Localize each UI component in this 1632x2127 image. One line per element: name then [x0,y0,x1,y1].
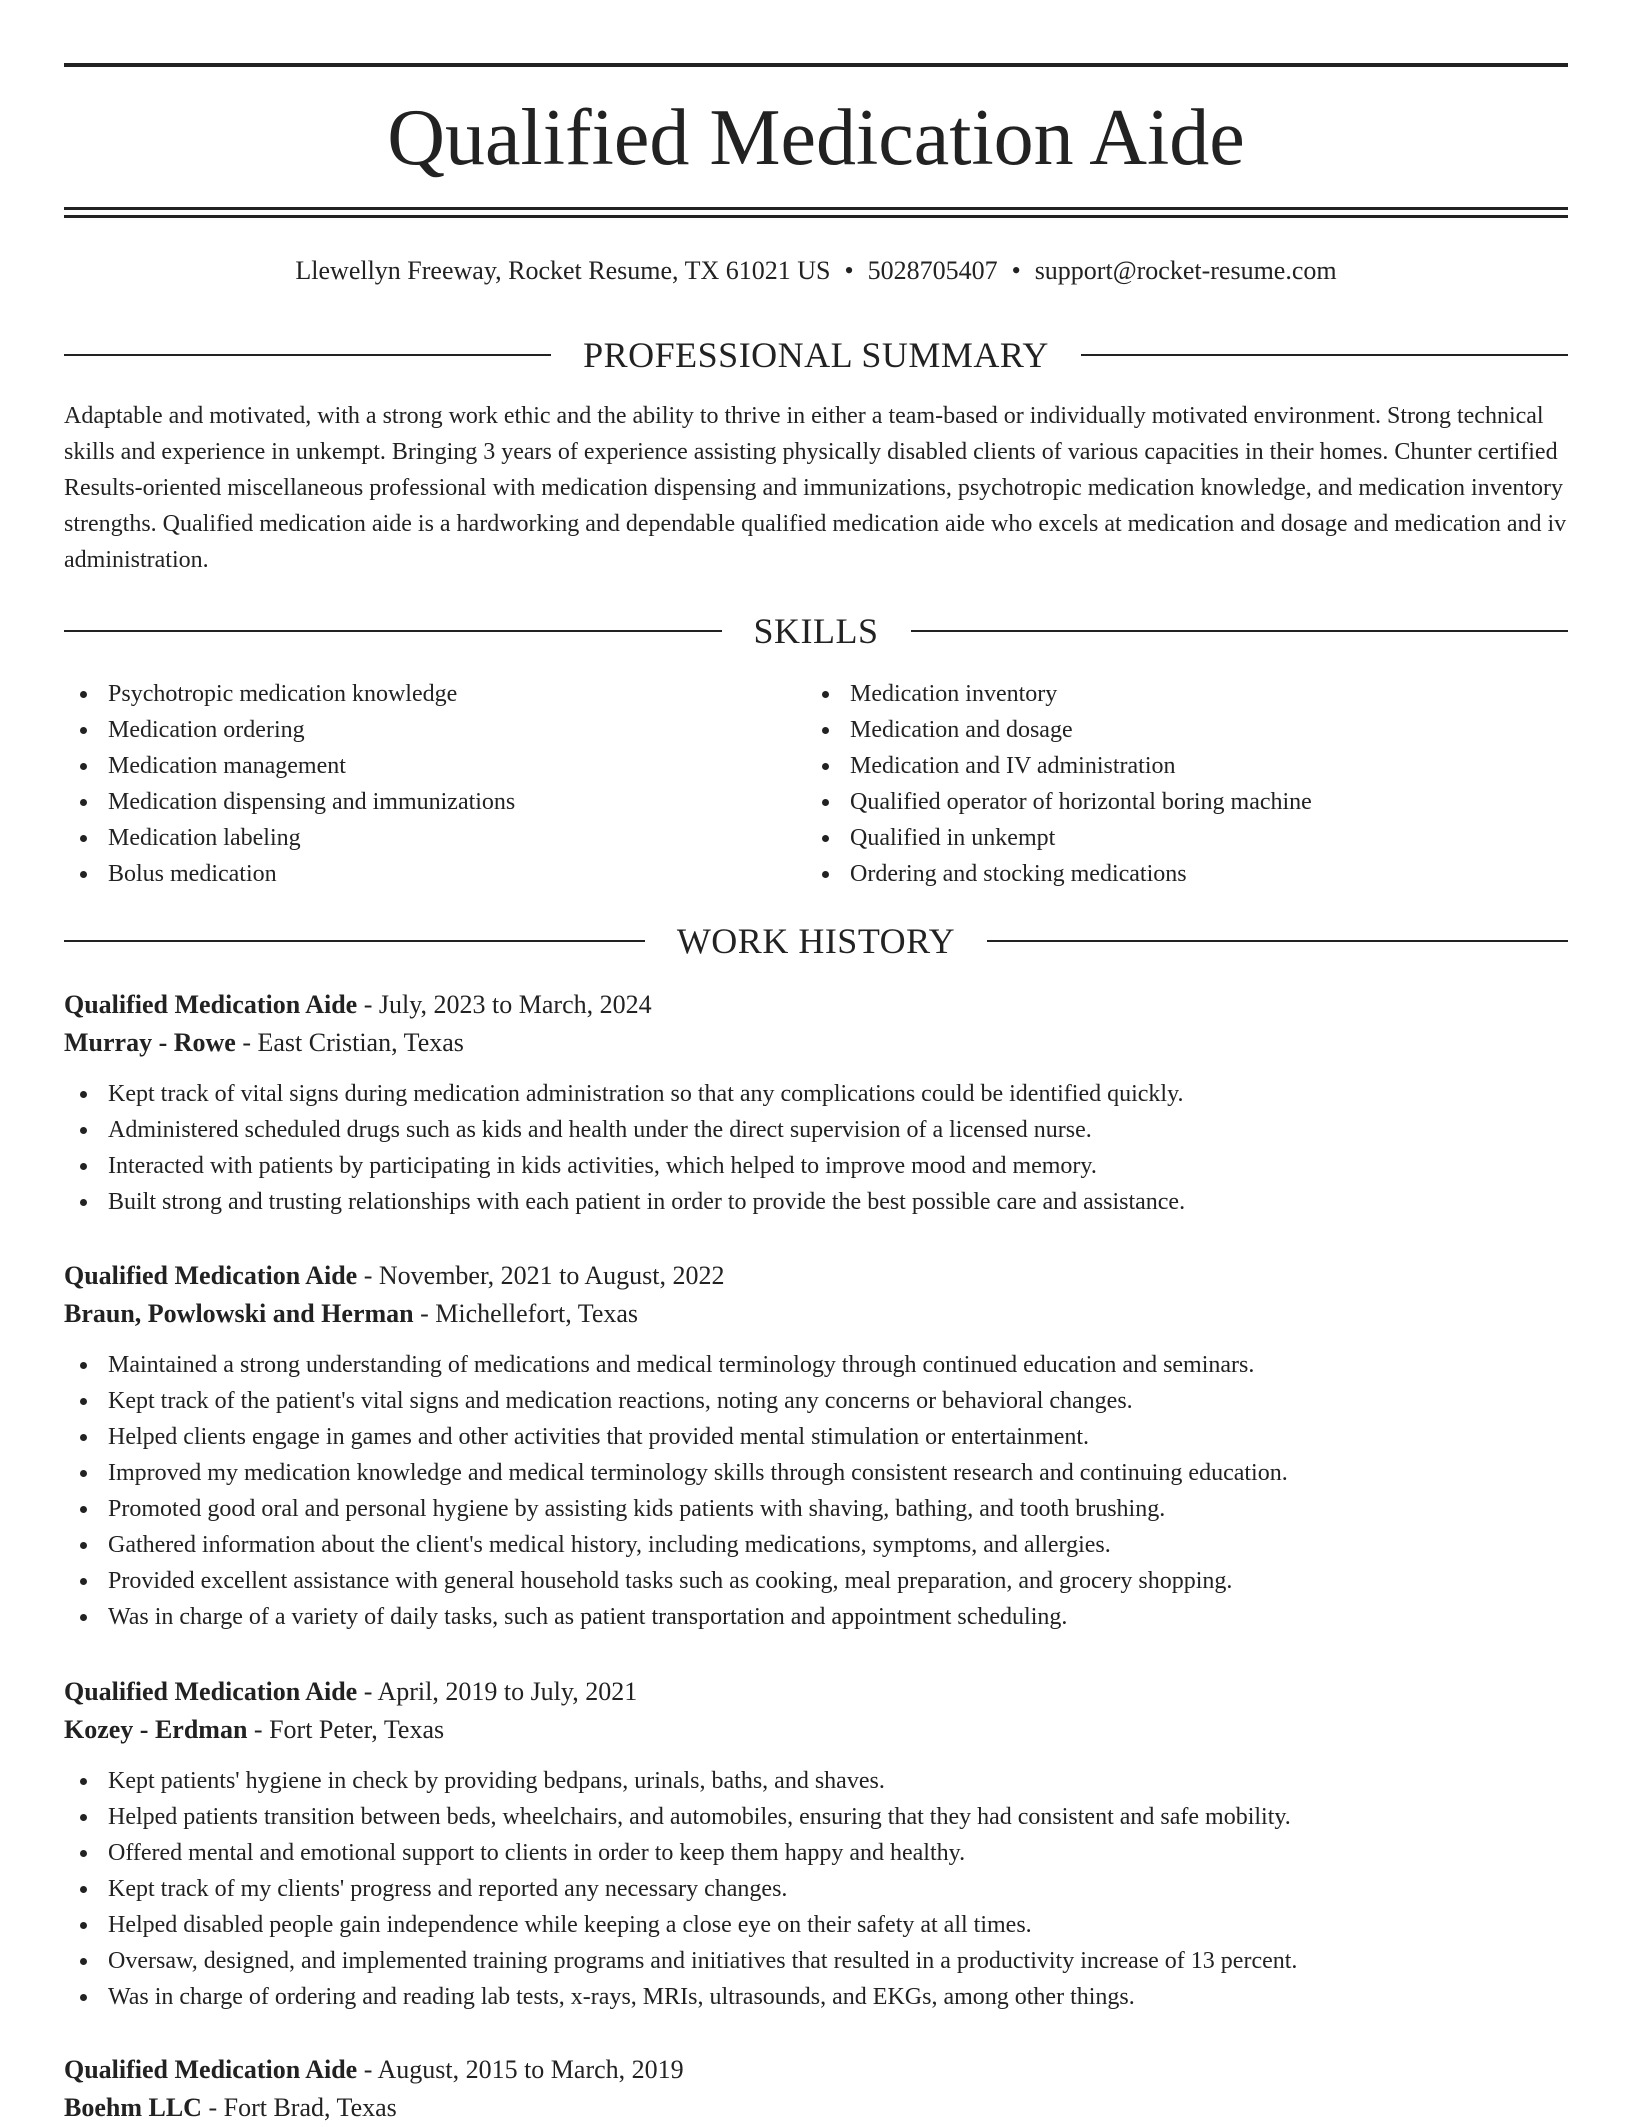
section-heading-summary [64,333,1568,377]
job-company-line [64,1295,1568,1333]
job-duty-item: Was in charge of a variety of daily tasks, such as patient transportation and appointment scheduling. [64,1599,1568,1635]
job-duty-item: Maintained a strong understanding of medications and medical terminology through continued education and seminars. [64,1347,1568,1383]
job-company-line [64,1024,1568,1062]
contact-line [64,254,1568,288]
skill-item: Medication ordering [64,712,806,748]
job-company: Braun, Powlowski and Herman [64,1299,414,1328]
job-title: Qualified Medication Aide [64,1677,358,1706]
job-duty-item: Promoted good oral and personal hygiene by assisting kids patients with shaving, bathing, and tooth brushing. [64,1491,1568,1527]
job-title: Qualified Medication Aide [64,990,358,1019]
job-duty-item: Gathered information about the client's medical history, including medications, symptoms, and allergies. [64,1527,1568,1563]
contact-address: Llewellyn Freeway, Rocket Resume, TX 61021 US [295,256,831,285]
contact-separator: • [844,256,854,285]
contact-phone: 5028705407 [867,256,998,285]
skill-item: Bolus medication [64,856,806,892]
skill-item: Psychotropic medication knowledge [64,676,806,712]
skill-item: Medication dispensing and immunizations [64,784,806,820]
skills-list [64,676,1568,892]
job-duty-item: Built strong and trusting relationships with each patient in order to provide the best possible care and assistance. [64,1184,1568,1220]
section-title: SKILLS [753,611,879,651]
section-title: PROFESSIONAL SUMMARY [583,335,1049,375]
header-bottom-rule-second [64,215,1568,218]
header-top-rule [64,63,1568,67]
job-company-line [64,1711,1568,1749]
section-divider-left [64,354,551,356]
job-company-line [64,2089,1568,2127]
job-duty-item: Was in charge of ordering and reading lab tests, x-rays, MRIs, ultrasounds, and EKGs, among other things. [64,1979,1568,2015]
skill-item: Ordering and stocking medications [806,856,1548,892]
job-location: - Michellefort, Texas [413,1299,639,1328]
job-title-line [64,986,1568,1024]
job-duties [64,1347,1568,1635]
job-entry [64,986,1568,1220]
job-duty-item: Kept patients' hygiene in check by providing bedpans, urinals, baths, and shaves. [64,1763,1568,1799]
job-entry [64,2051,1568,2127]
skills-column-left [64,676,806,892]
job-entry [64,1673,1568,2015]
job-duty-item: Helped disabled people gain independence while keeping a close eye on their safety at all times. [64,1907,1568,1943]
job-company: Kozey - Erdman [64,1715,248,1744]
job-title: Qualified Medication Aide [64,2055,358,2084]
skill-item: Medication labeling [64,820,806,856]
resume-title: Qualified Medication Aide [387,94,1245,182]
job-duty-item: Improved my medication knowledge and medical terminology skills through consistent research and continuing education. [64,1455,1568,1491]
job-duty-item: Provided excellent assistance with general household tasks such as cooking, meal preparation, and grocery shopping. [64,1563,1568,1599]
section-heading-skills [64,609,1568,653]
job-dates: - July, 2023 to March, 2024 [357,990,652,1019]
job-duties [64,1763,1568,2015]
skill-item: Medication inventory [806,676,1548,712]
skill-item: Qualified operator of horizontal boring machine [806,784,1548,820]
summary-paragraph: Adaptable and motivated, with a strong work ethic and the ability to thrive in either a team-based or individually motivated environment. Strong technical skills and experience in unkempt. Bringing 3 years of experience assisting physically disabled clients of various capacities in their homes. Chunter certified Results-oriented miscellaneous professional with medication dispensing and immunizations, psychotropic medication knowledge, and medication inventory strengths. Qualified medication aide is a hardworking and dependable qualified medication aide who excels at medication and dosage and medication and iv administration. [64,403,1567,573]
job-duty-item: Helped patients transition between beds, wheelchairs, and automobiles, ensuring that they had consistent and safe mobility. [64,1799,1568,1835]
job-company: Boehm LLC [64,2093,202,2122]
skills-column-right [806,676,1548,892]
section-heading-work-history [64,919,1568,963]
job-duties [64,1076,1568,1220]
section-divider-right [911,630,1569,632]
job-duty-item: Offered mental and emotional support to clients in order to keep them happy and healthy. [64,1835,1568,1871]
job-location: - Fort Peter, Texas [247,1715,445,1744]
job-duty-item: Kept track of the patient's vital signs and medication reactions, noting any concerns or behavioral changes. [64,1383,1568,1419]
job-duty-item: Interacted with patients by participating in kids activities, which helped to improve mood and memory. [64,1148,1568,1184]
skill-item: Medication and dosage [806,712,1548,748]
section-divider-right [1081,354,1568,356]
job-entry [64,1257,1568,1635]
section-divider-left [64,940,645,942]
header-bottom-rule [64,207,1568,210]
job-duty-item: Kept track of my clients' progress and reported any necessary changes. [64,1871,1568,1907]
job-dates: - August, 2015 to March, 2019 [357,2055,684,2084]
section-divider-right [987,940,1568,942]
contact-separator: • [1011,256,1021,285]
job-location: - East Cristian, Texas [235,1028,464,1057]
job-location: - Fort Brad, Texas [201,2093,397,2122]
job-title-line [64,2051,1568,2089]
skill-item: Qualified in unkempt [806,820,1548,856]
skill-item: Medication management [64,748,806,784]
section-title: WORK HISTORY [676,921,956,961]
section-divider-left [64,630,722,632]
skill-item: Medication and IV administration [806,748,1548,784]
contact-email[interactable]: support@rocket-resume.com [1034,256,1337,285]
job-dates: - November, 2021 to August, 2022 [357,1261,725,1290]
job-title-line [64,1257,1568,1295]
job-duty-item: Kept track of vital signs during medication administration so that any complications could be identified quickly. [64,1076,1568,1112]
job-duty-item: Oversaw, designed, and implemented training programs and initiatives that resulted in a productivity increase of 13 percent. [64,1943,1568,1979]
job-duty-item: Administered scheduled drugs such as kids and health under the direct supervision of a licensed nurse. [64,1112,1568,1148]
job-duty-item: Helped clients engage in games and other activities that provided mental stimulation or entertainment. [64,1419,1568,1455]
job-company: Murray - Rowe [64,1028,236,1057]
job-dates: - April, 2019 to July, 2021 [357,1677,638,1706]
job-title-line [64,1673,1568,1711]
job-title: Qualified Medication Aide [64,1261,358,1290]
